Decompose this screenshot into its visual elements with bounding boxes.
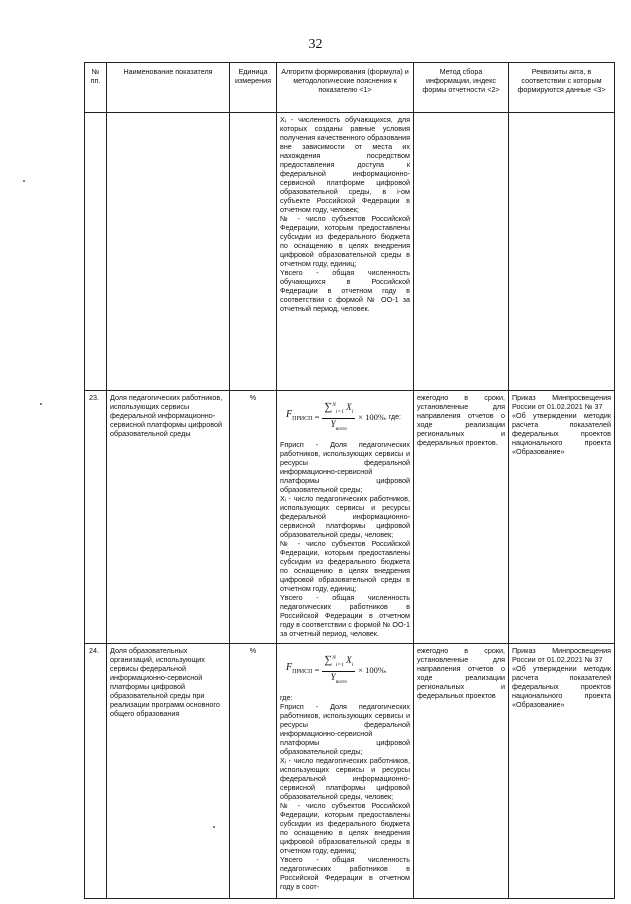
algorithm-paragraph: Yвсего - общая численность обучающихся в Российской Федерации в отчетном году в соответствии с формой № ОО-1 за отчетный период, человек.	[280, 268, 410, 313]
algorithm-paragraph: Yвсего - общая численность педагогических работников в Российской Федерации в отчетном году в соответствии с формой № ОО-1 за отчетный период, человек.	[280, 592, 410, 638]
cell-algorithm	[277, 113, 414, 391]
algorithm-paragraph: № - число субъектов Российской Федерации, которым предоставлены субсидии из федерального бюджета по оснащению в целях внедрения цифровой образовательной среды в отчетном году, единиц;	[280, 214, 410, 268]
cell-requisites	[509, 113, 615, 391]
algorithm-paragraph: Xᵢ - число педагогических работников, использующих сервисы и ресурсы федеральной информационно-сервисной платформы цифровой образовательной среды, человек;	[280, 493, 410, 539]
cell-num	[85, 113, 107, 391]
header-requisites: Реквизиты акта, в соответствии с которым формируются данные <3>	[509, 63, 615, 113]
cell-algorithm	[277, 391, 414, 644]
header-num: № пп.	[85, 63, 107, 113]
cell-algorithm	[277, 644, 414, 899]
header-method: Метод сбора информации, индекс формы отчетности <2>	[414, 63, 509, 113]
requisite-line: «Об утверждении методик расчета показателей федеральных проектов национального проекта «Образование»	[512, 664, 611, 709]
formula-fraction: $\frac{\sum^N_{i=1} X_i}{Y_{всего}}$	[324, 401, 354, 432]
table-row	[85, 644, 615, 899]
collection-method: ежегодно в сроки, установленные для направления отчетов о ходе реализации региональных и федеральных проектов	[414, 644, 509, 899]
indicator-name: Доля педагогических работников, использующих сервисы федеральной информационно-сервисной платформы цифровой образовательной среды	[107, 391, 230, 644]
cell-method	[414, 113, 509, 391]
unit-value: %	[230, 644, 277, 899]
header-algorithm: Алгоритм формирования (формула) и методологические пояснения к показателю <1>	[277, 63, 414, 113]
algorithm-paragraph: где:	[280, 692, 293, 702]
row-number: 24.	[85, 644, 107, 899]
table-row-continuation	[85, 113, 615, 391]
requisite-line: «Об утверждении методик расчета показателей федеральных проектов национального проекта «Образование»	[512, 411, 611, 456]
algorithm-paragraph: Fприсп - Доля педагогических работников, использующих сервисы и ресурсы федеральной информационно-сервисной платформы цифровой образовательной среды;	[280, 439, 410, 494]
scan-speck	[23, 180, 25, 182]
table-row	[85, 391, 615, 644]
collection-method: ежегодно в сроки, установленные для направления отчетов о ходе реализации региональных и федеральных проектов.	[414, 391, 509, 644]
cell-unit	[230, 113, 277, 391]
requisite-line: Приказ Минпросвещения России от 01.02.2021 № 37	[512, 646, 611, 664]
algorithm-paragraph: № - число субъектов Российской Федерации, которым предоставлены субсидии из федерального бюджета по оснащению в целях внедрения цифровой образовательной среды в отчетном году, единиц;	[280, 538, 410, 593]
indicators-table	[84, 62, 615, 899]
cell-requisites	[509, 391, 615, 644]
scan-speck	[40, 403, 42, 405]
table-header-row	[85, 63, 615, 113]
header-unit: Единица измерения	[230, 63, 277, 113]
row-number: 23.	[85, 391, 107, 644]
cell-requisites	[509, 644, 615, 899]
header-name: Наименование показателя	[107, 63, 230, 113]
unit-value: %	[230, 391, 277, 644]
scan-speck	[213, 826, 215, 828]
algorithm-paragraph: Xᵢ - численность обучающихся, для которых созданы равные условия получения качественного образования вне зависимости от места их нахождения посредством предоставления доступа к федеральной информационно-сервисной платформе цифровой образовательной среды, в i-ом субъекте Российской Федерации в отчетном году, человек;	[280, 115, 410, 214]
algorithm-paragraph: Yвсего - общая численность педагогических работников в Российской Федерации в отчетном году в соот-	[280, 854, 410, 891]
formula: $F_{ПРИСП}$ = $\frac{\sum^N_{i=1} X_i}{Y_{всего}}$ × 100% , где:	[286, 401, 401, 432]
indicator-name: Доля образовательных организаций, использующих сервисы федеральной информационно-сервисной платформы цифровой образовательной среды при реализации программ основного общего образования	[107, 644, 230, 899]
algorithm-paragraph: № - число субъектов Российской Федерации, которым предоставлены субсидии из федерального бюджета по оснащению в целях внедрения цифровой образовательной среды в отчетном году, единиц;	[280, 800, 410, 855]
algorithm-paragraph: Fприсп - Доля педагогических работников, использующих сервисы и ресурсы федеральной информационно-сервисной платформы цифровой образовательной среды;	[280, 701, 410, 756]
formula-lhs: $F_{ПРИСП}$	[286, 662, 313, 676]
requisite-line: Приказ Минпросвещения России от 01.02.2021 № 37	[512, 393, 611, 411]
cell-name	[107, 113, 230, 391]
formula-fraction: $\frac{\sum^N_{i=1} X_i}{Y_{всего}}$	[324, 654, 354, 685]
formula: $F_{ПРИСП}$ = $\frac{\sum^N_{i=1} X_i}{Y_{всего}}$ × 100% ,	[286, 654, 387, 685]
formula-lhs: $F_{ПРИСП}$	[286, 409, 313, 423]
page-number: 32	[308, 37, 323, 52]
algorithm-paragraph: Xᵢ - число педагогических работников, использующих сервисы и ресурсы федеральной информационно-сервисной платформы цифровой образовательной среды, человек;	[280, 755, 410, 801]
